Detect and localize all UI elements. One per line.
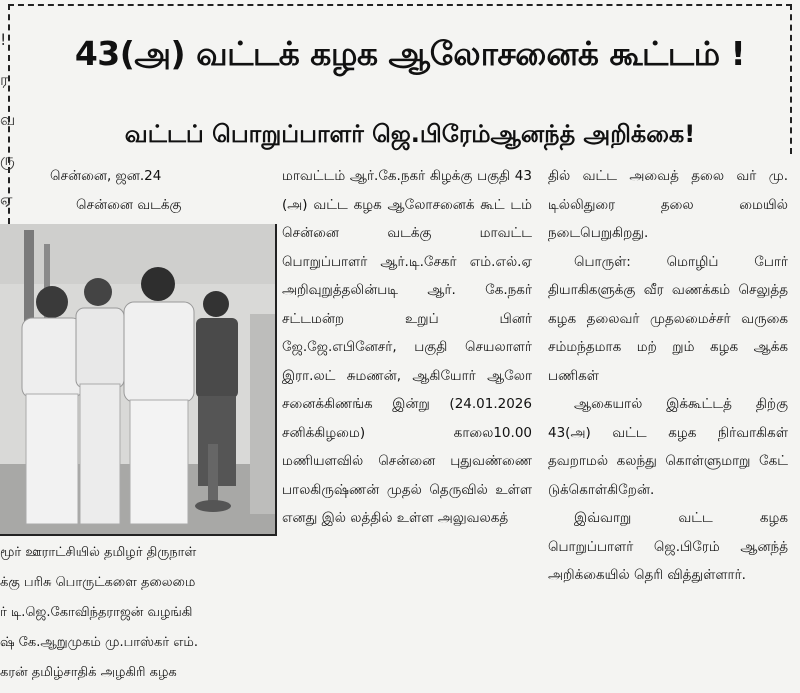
photo-caption [0,538,275,688]
caption-line: க்கு பரிசு பொருட்களை தலைமை [0,575,196,590]
event-photo [0,224,277,536]
caption-line: ஷ் கே.ஆறுமுகம் மு.பாஸ்கர் எம். [0,635,198,650]
caption-line: மூர் ஊராட்சியில் தமிழர் திருநாள் [0,545,197,560]
article-column-1 [50,162,268,219]
headline: 43(அ) வட்டக் கழக ஆலோசனைக் கூட்டம் ! [74,34,746,73]
frame-top-border [8,4,792,6]
left-edge-letter: ரு [0,150,15,169]
left-edge-letter: ஏ [0,190,13,209]
left-edge-letter: ! [0,30,7,49]
subheadline: வட்டப் பொறுப்பாளர் ஜெ.பிரேம்ஆனந்த் அறிக்கை! [124,120,696,148]
body-paragraph: ஆகையால் இக்கூட்டத் திற்கு 43(அ) வட்ட கழக நிர்வாகிகள் தவறாமல் கலந்து கொள்ளுமாறு கேட் டுக்கொள்கிறேன். [548,396,788,498]
caption-line: கரன் தமிழ்சாதிக் அழகிரி கழக [0,665,177,680]
article-column-2 [282,162,532,533]
body-paragraph: மாவட்டம் ஆர்.கே.நகர் கிழக்கு பகுதி 43 (அ) வட்ட கழக ஆலோசனைக் கூட் டம் சென்னை வடக்கு மாவட்ட பொறுப்பாளர் ஆர்.டி.சேகர் எம்.எல்.ஏ அறிவுறுத்தலின்படி ஆர். கே.நகர் சட்டமன்ற உறுப் பினர் ஜே.ஜே.எபினேசர், பகுதி செயலாளர் இரா.லட் சுமணன், ஆகியோர் ஆலோ சனைக்கிணங்க இன்று (24.01.2026 சனிக்கிழமை) காலை10.00 மணியளவில் சென்னை புதுவண்ணை பாலகிருஷ்ணன் முதல் தெருவில் உள்ள எனது இல் லத்தில் உள்ள அலுவலகத் [282,168,532,526]
body-paragraph: பொருள்: மொழிப் போர் தியாகிகளுக்கு வீர வணக்கம் செலுத்த கழக தலைவர் முதலமைச்சர் வருகை சம்மந்தமாக மற் றும் கழக ஆக்க பணிகள் [548,253,788,384]
left-edge-letter: வ [0,110,16,129]
article-column-3 [548,162,788,590]
caption-line: ர் டி.ஜெ.கோவிந்தராஜன் வழங்கி [0,605,193,620]
left-edge-letter: ர [0,70,9,89]
body-paragraph: தில் வட்ட அவைத் தலை வர் மு. டில்லிதுரை தலை மையில் நடைபெறுகிறது. [548,168,788,241]
frame-right-border [790,4,792,154]
body-paragraph: இவ்வாறு வட்ட கழக பொறுப்பாளர் ஜெ.பிரேம் ஆனந்த் அறிக்கையில் தெரி வித்துள்ளார். [548,510,788,583]
cut-off-left-column [0,20,16,220]
body-paragraph: சென்னை வடக்கு [76,196,182,213]
dateline: சென்னை, ஜன.24 [50,168,162,184]
photo-illustration [0,224,275,534]
